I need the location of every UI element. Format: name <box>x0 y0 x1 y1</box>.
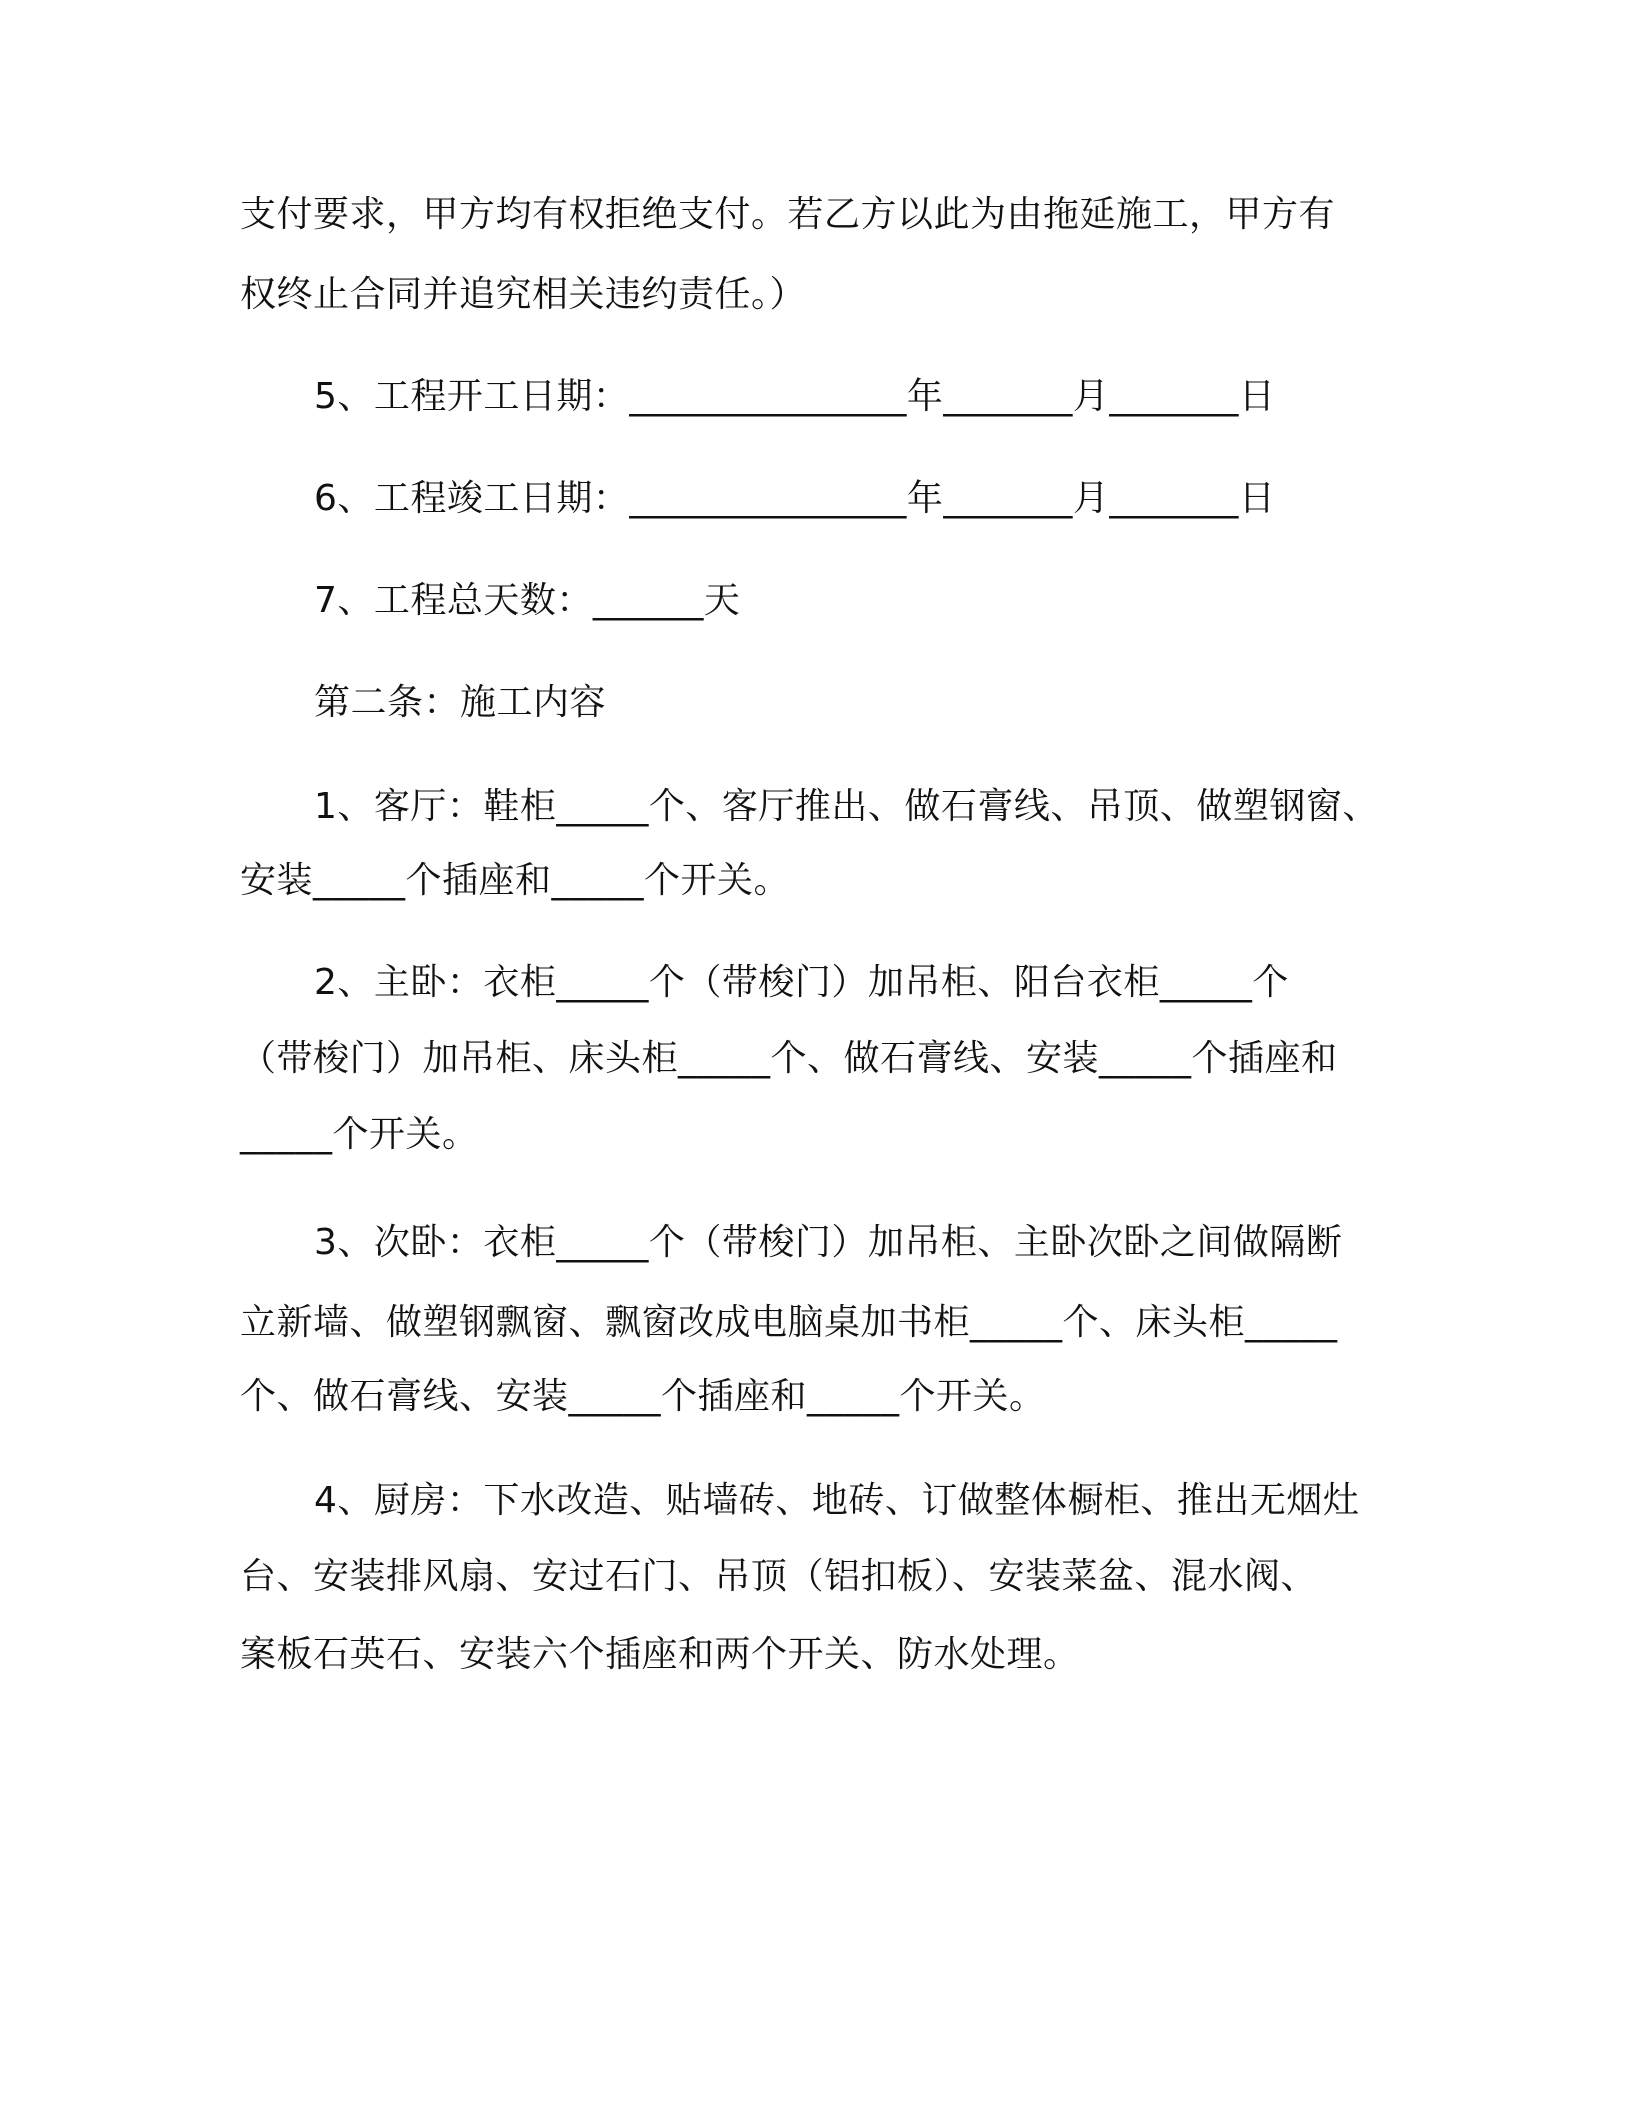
total-days-line: 7、工程总天数：______天 <box>314 580 741 621</box>
living-room-item-cont: 安装_____个插座和_____个开关。 <box>240 860 791 901</box>
master-bedroom-item: 2、主卧：衣柜_____个（带梭门）加吊柜、阳台衣柜_____个 <box>314 962 1289 1003</box>
paragraph-line: 支付要求，甲方均有权拒绝支付。若乙方以此为由拖延施工，甲方有 <box>240 194 1336 235</box>
paragraph-line: 权终止合同并追究相关违约责任。） <box>240 274 807 315</box>
master-bedroom-item-cont: _____个开关。 <box>240 1114 479 1155</box>
kitchen-item-cont: 台、安装排风扇、安过石门、吊顶（铝扣板）、安装菜盆、混水阀、 <box>240 1556 1318 1597</box>
living-room-item: 1、客厅：鞋柜_____个、客厅推出、做石膏线、吊顶、做塑钢窗、 <box>314 786 1379 827</box>
second-bedroom-item: 3、次卧：衣柜_____个（带梭门）加吊柜、主卧次卧之间做隔断 <box>314 1222 1343 1263</box>
second-bedroom-item-cont: 立新墙、做塑钢飘窗、飘窗改成电脑桌加书柜_____个、床头柜_____ <box>240 1302 1338 1343</box>
kitchen-item: 4、厨房：下水改造、贴墙砖、地砖、订做整体橱柜、推出无烟灶 <box>314 1480 1360 1521</box>
kitchen-item-cont: 案板石英石、安装六个插座和两个开关、防水处理。 <box>240 1634 1080 1675</box>
master-bedroom-item-cont: （带梭门）加吊柜、床头柜_____个、做石膏线、安装_____个插座和 <box>240 1038 1338 1079</box>
section-heading: 第二条：施工内容 <box>314 682 607 723</box>
completion-date-line: 6、工程竣工日期：_______________年_______月_______日 <box>314 478 1276 519</box>
start-date-line: 5、工程开工日期：_______________年_______月_______日 <box>314 376 1276 417</box>
second-bedroom-item-cont: 个、做石膏线、安装_____个插座和_____个开关。 <box>240 1376 1046 1417</box>
